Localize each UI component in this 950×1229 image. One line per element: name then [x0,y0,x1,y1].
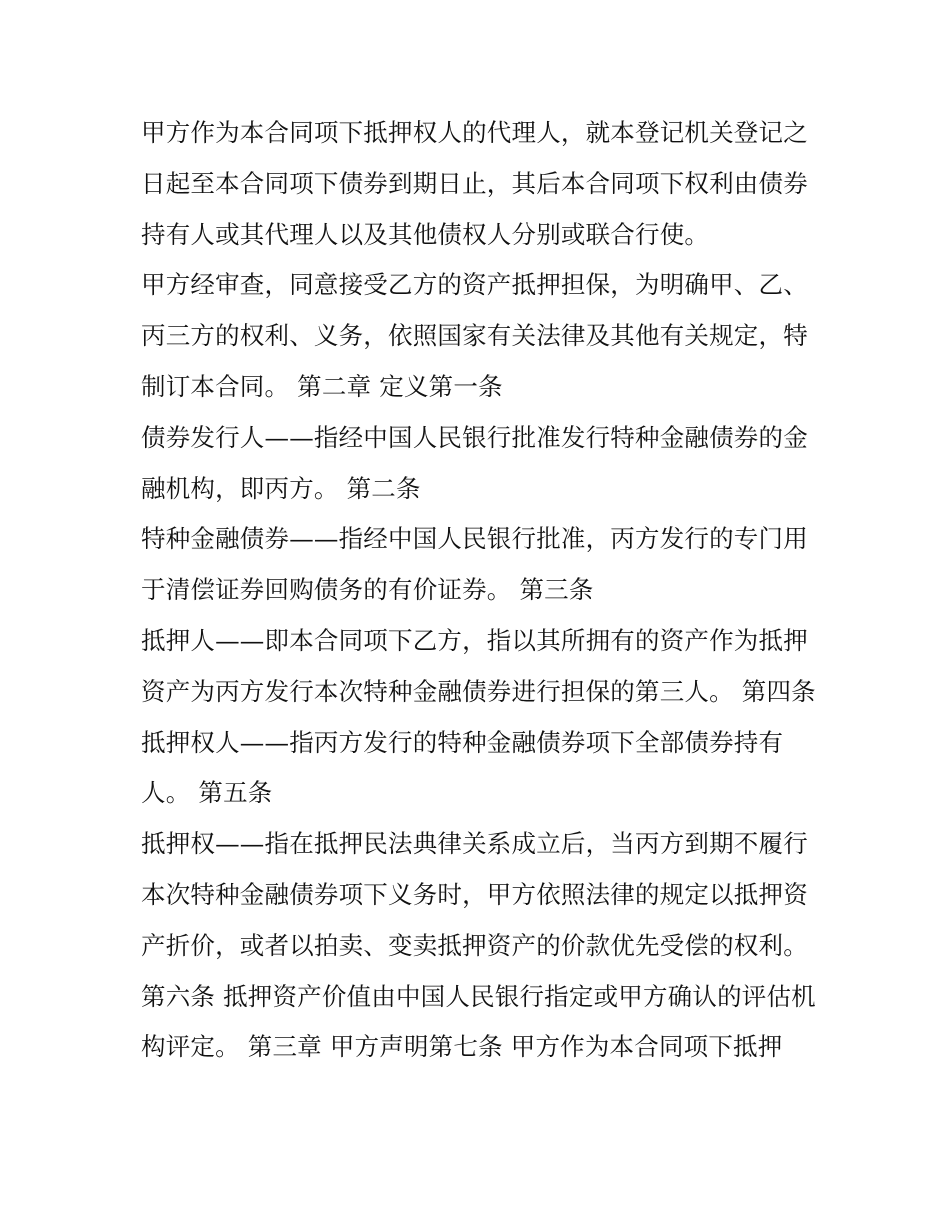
paragraph-agent-rights: 甲方作为本合同项下抵押权人的代理人，就本登记机关登记之日起至本合同项下债券到期日止，其后本合同项下权利由债券持有人或其代理人以及其他债权人分别或联合行使。 [141,118,808,249]
document-body [141,108,821,1073]
paragraph-article-3-mortgagor: 抵押人——即本合同项下乙方，指以其所拥有的资产作为抵押资产为丙方发行本次特种金融债券进行担保的第三人。 第四条 [141,625,816,706]
paragraph-article-5-mortgage-right: 抵押权——指在抵押民法典律关系成立后，当丙方到期不履行本次特种金融债券项下义务时，甲方依照法律的规定以抵押资产折价，或者以拍卖、变卖抵押资产的价款优先受偿的权利。 [141,829,808,960]
paragraph-article-2-special-bond: 特种金融债券——指经中国人民银行批准，丙方发行的专门用于清偿证券回购债务的有价证券。 第三条 [141,524,808,605]
paragraph-article-4-mortgagee: 抵押权人——指丙方发行的特种金融债券项下全部债券持有人。 第五条 [141,727,784,808]
paragraph-article-6-valuation: 第六条 抵押资产价值由中国人民银行指定或甲方确认的评估机构评定。 第三章 甲方声明第七条 甲方作为本合同项下抵押 [141,981,816,1062]
paragraph-review-consent: 甲方经审查，同意接受乙方的资产抵押担保，为明确甲、乙、丙三方的权利、义务，依照国家有关法律及其他有关规定，特制订本合同。 第二章 定义第一条 [141,270,808,401]
paragraph-article-1-issuer: 债券发行人——指经中国人民银行批准发行特种金融债券的金融机构，即丙方。 第二条 [141,422,808,503]
